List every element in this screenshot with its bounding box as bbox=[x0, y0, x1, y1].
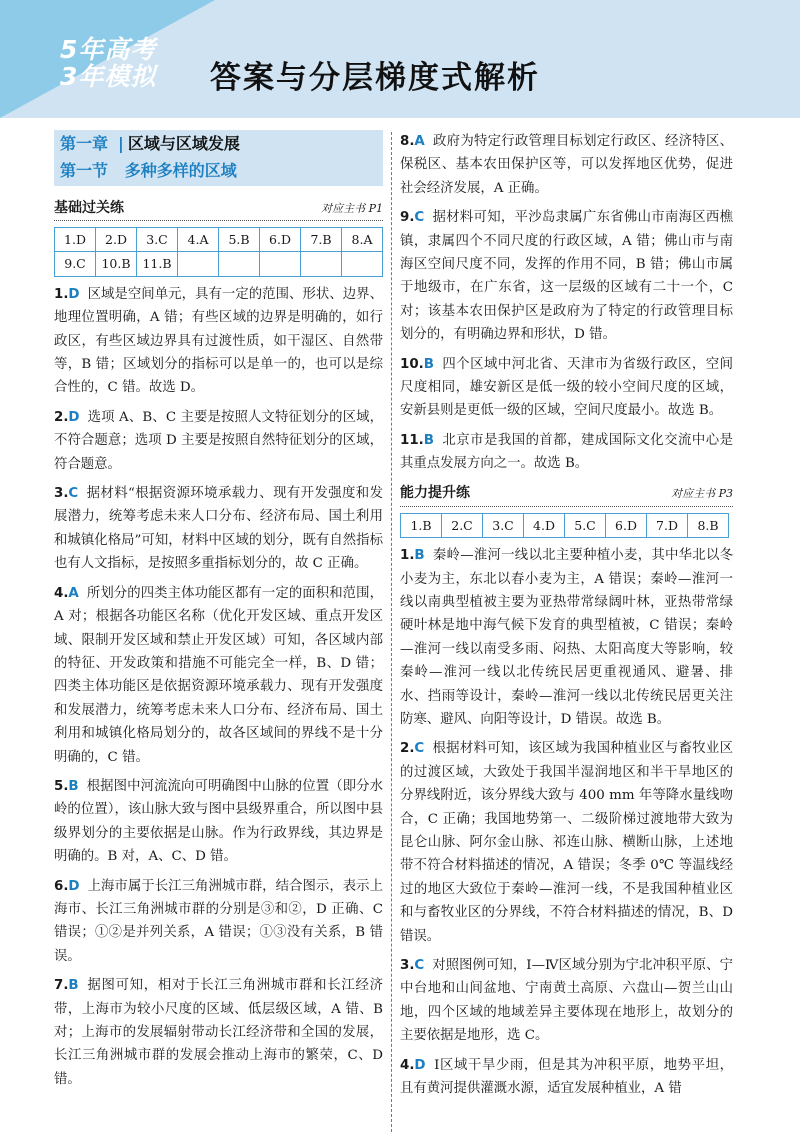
answer-cell: 10.B bbox=[96, 252, 137, 276]
answer-letter: A bbox=[68, 585, 79, 601]
answer-letter: A bbox=[414, 134, 425, 149]
explanation-text: 所划分的四类主体功能区都有一定的面积和范围，A 对；根据各功能区名称（优化开发区域、重点开发区域、限制开发区域和禁止开发区域）可知，各区域内部的特征、开发政策和措施不可能完全一样，B、D 错；四类主体功能区是依据资源环境承载力、现有开发强度和发展潜力，统筹考虑未来人口分布、经济布局、国土利用和城镇化格局划分的，故各区域间的界线不是十分明确的，C 错。 bbox=[54, 585, 383, 765]
answer-cell: 8.A bbox=[342, 228, 383, 252]
basic-answer-list bbox=[54, 283, 383, 1091]
explanation-text: 对照图例可知，Ⅰ—Ⅳ区域分别为宁北冲积平原、宁中台地和山间盆地、宁南黄土高原、六盘山—贺兰山山地，四个区域的地域差异主要体现在地形上，故划分的主要依据是地形，选 C。 bbox=[400, 958, 733, 1044]
answer-letter: D bbox=[68, 409, 80, 425]
logo-line-2: 3年模拟 bbox=[60, 62, 157, 91]
chapter-banner: 第一章 | 区域与区域发展 第一节 多种多样的区域 bbox=[54, 130, 383, 186]
answer-item bbox=[400, 429, 733, 476]
explanation-text: 四个区域中河北省、天津市为省级行政区，空间尺度相同，雄安新区是低一级的较小空间尺度的区域，安新县则是更低一级的区域，空间尺度最小。故选 B。 bbox=[400, 356, 733, 419]
answer-cell bbox=[342, 252, 383, 276]
answer-item bbox=[54, 775, 383, 869]
question-number: 2. bbox=[54, 409, 69, 425]
question-number: 4. bbox=[400, 1057, 415, 1073]
explanation-text: 据图可知，相对于长江三角洲城市群和长江经济带，上海市为较小尺度的区域、低层级区域，A 错、B 对；上海市的发展辐射带动长江经济带和全国的发展，长江三角洲城市群的发展会推动上海市的繁荣，C、D 错。 bbox=[54, 978, 383, 1087]
ability-section-ref: 对应主书 P3 bbox=[671, 487, 733, 501]
explanation-text: 上海市属于长江三角洲城市群，结合图示，表示上海市、长江三角洲城市群的分别是③和②，D 正确、C 错误；①②是并列关系，A 错误；①③没有关系，B 错误。 bbox=[54, 878, 383, 964]
answer-cell: 5.C bbox=[565, 513, 606, 537]
answer-letter: D bbox=[414, 1057, 426, 1073]
answer-cell: 3.C bbox=[483, 513, 524, 537]
page-header bbox=[0, 0, 800, 118]
column-divider bbox=[391, 132, 392, 1132]
answer-cell: 6.D bbox=[260, 228, 301, 252]
answer-letter: C bbox=[414, 958, 425, 973]
explanation-text: 北京市是我国的首都，建成国际文化交流中心是其重点发展方向之一。故选 B。 bbox=[400, 432, 733, 472]
answer-item bbox=[54, 283, 383, 400]
explanation-text: 据材料可知，平沙岛隶属广东省佛山市南海区西樵镇，隶属四个不同尺度的行政区域，A 错；佛山市与南海区空间尺度不同，发挥的作用不同，B 错；佛山市属于地级市，在广东省，这一层级的区域有二十一个，C 对；该基本农田保护区是政府为了特定的行政管理目标划分的，有明确边界和形状，D 错。 bbox=[400, 210, 733, 343]
answer-item bbox=[54, 406, 383, 476]
answer-item bbox=[54, 482, 383, 576]
answer-letter: C bbox=[414, 741, 425, 757]
answer-cell: 6.D bbox=[606, 513, 647, 537]
answer-item bbox=[400, 737, 733, 948]
answer-letter: D bbox=[68, 286, 80, 302]
answer-cell: 1.B bbox=[401, 513, 442, 537]
explanation-text: 根据图中河流流向可明确图中山脉的位置（即分水岭的位置），该山脉大致与图中县级界重合，所以图中县级界划分的主要依据是山脉。作为行政界线，其边界是明确的。B 对，A、C、D 错。 bbox=[54, 778, 383, 865]
brand-logo bbox=[60, 36, 190, 106]
answer-cell: 11.B bbox=[137, 252, 178, 276]
answer-cell: 4.A bbox=[178, 228, 219, 252]
explanation-text: 据材料“根据资源环境承载力、现有开发强度和发展潜力，统筹考虑未来人口分布、经济布局、国土利用和城镇化格局”可知，材料中区域的划分，既有自然指标也有人文指标，是按照多重指标划分的，故 C 正确。 bbox=[54, 486, 383, 572]
answer-item bbox=[400, 544, 733, 731]
answer-letter: B bbox=[68, 978, 79, 994]
answer-item bbox=[400, 130, 733, 200]
answer-cell: 1.D bbox=[55, 228, 96, 252]
answer-cell: 9.C bbox=[55, 252, 96, 276]
answer-cell: 2.C bbox=[442, 513, 483, 537]
answer-letter: C bbox=[68, 486, 79, 502]
answer-item bbox=[400, 1054, 733, 1101]
answer-letter: B bbox=[423, 356, 434, 372]
logo-line-1: 5年高考 bbox=[60, 35, 157, 64]
answer-letter: B bbox=[423, 432, 434, 448]
answer-letter: D bbox=[68, 878, 80, 894]
question-number: 3. bbox=[400, 958, 415, 973]
explanation-text: 秦岭—淮河一线以北主要种植小麦，其中华北以冬小麦为主，东北以春小麦为主，A 错误；秦岭—淮河一线以南典型植被主要为亚热带常绿阔叶林，亚热带常绿硬叶林是地中海气候下发育的典型植被，C 错误；秦岭—淮河一线以南受多雨、闷热、太阳高度大等影响，较秦岭—淮河一线以北传统民居更重视通风、避暑、排水、挡雨等设计，秦岭—淮河一线以北传统民居更关注防寒、避风、向阳等设计，D 错误。故选 B。 bbox=[400, 548, 733, 727]
question-number: 3. bbox=[54, 486, 69, 502]
basic-section-heading bbox=[54, 196, 383, 221]
page-title: 答案与分层梯度式解析 bbox=[210, 60, 540, 96]
explanation-text: 选项 A、B、C 主要是按照人文特征划分的区域，不符合题意；选项 D 主要是按照自然特征划分的区域，符合题意。 bbox=[54, 409, 383, 472]
question-number: 2. bbox=[400, 741, 415, 757]
chapter-name: 区域与区域发展 bbox=[127, 134, 240, 153]
answer-cell bbox=[301, 252, 342, 276]
answer-letter: B bbox=[414, 548, 425, 564]
basic-section-ref: 对应主书 P1 bbox=[321, 201, 383, 215]
chapter-label: 第一章 bbox=[60, 134, 109, 153]
question-number: 10. bbox=[400, 356, 424, 372]
explanation-text: 根据材料可知，该区域为我国种植业区与畜牧业区的过渡区域，大致处于我国半湿润地区和半干旱地区的分界线附近，该分界线大致与 400 mm 年等降水量线吻合，C 正确；我国地势第一、二级阶梯过渡地带大致为昆仑山脉、阿尔金山脉、祁连山脉、横断山脉，上述地带不符合材料描述的情况，A 错误；冬季 0℃ 等温线经过的地区大致位于秦岭—淮河一线，不是我国种植业区和与畜牧业区的分界线，不符合材料描述的情况，B、D 错误。 bbox=[400, 741, 733, 944]
answer-cell: 5.B bbox=[219, 228, 260, 252]
ability-section-heading bbox=[400, 482, 733, 507]
answer-cell: 7.D bbox=[647, 513, 688, 537]
basic-answer-table bbox=[54, 227, 383, 277]
answer-item bbox=[54, 974, 383, 1091]
ability-section-title: 能力提升练 bbox=[400, 485, 470, 502]
answer-item bbox=[54, 875, 383, 969]
question-number: 8. bbox=[400, 134, 415, 149]
basic-section-title: 基础过关练 bbox=[54, 199, 124, 216]
answer-item bbox=[54, 582, 383, 769]
explanation-text: 政府为特定行政管理目标划定行政区、经济特区、保税区、基本农田保护区等，可以发挥地区优势，促进社会经济发展，A 正确。 bbox=[400, 134, 733, 196]
continued-answer-list bbox=[400, 130, 733, 476]
question-number: 4. bbox=[54, 585, 69, 601]
question-number: 1. bbox=[400, 548, 415, 564]
answer-cell: 3.C bbox=[137, 228, 178, 252]
answer-cell: 7.B bbox=[301, 228, 342, 252]
answer-item bbox=[400, 206, 733, 346]
question-number: 6. bbox=[54, 878, 69, 894]
answer-item bbox=[400, 353, 733, 423]
answer-cell: 8.B bbox=[688, 513, 729, 537]
question-number: 5. bbox=[54, 778, 69, 794]
answer-letter: C bbox=[414, 210, 425, 226]
section-label: 第一节 bbox=[60, 161, 109, 180]
answer-letter: B bbox=[68, 778, 79, 794]
question-number: 1. bbox=[54, 286, 69, 302]
answer-cell bbox=[178, 252, 219, 276]
explanation-text: Ⅰ区域干旱少雨，但是其为冲积平原，地势平坦，且有黄河提供灌溉水源，适宜发展种植业，A 错 bbox=[400, 1057, 733, 1097]
section-name: 多种多样的区域 bbox=[124, 161, 237, 180]
left-column bbox=[54, 130, 383, 1097]
answer-cell: 4.D bbox=[524, 513, 565, 537]
answer-cell: 2.D bbox=[96, 228, 137, 252]
right-column bbox=[400, 130, 733, 1106]
answer-cell bbox=[219, 252, 260, 276]
ability-answer-list bbox=[400, 544, 733, 1100]
explanation-text: 区域是空间单元，具有一定的范围、形状、边界、地理位置明确，A 错；有些区域的边界是明确的，如行政区，有些区域边界具有过渡性质，如干湿区、自然带等，B 错；区域划分的指标可以是单一的，也可以是综合性的，C 错。故选 D。 bbox=[54, 286, 383, 396]
question-number: 7. bbox=[54, 978, 69, 994]
question-number: 9. bbox=[400, 210, 415, 226]
answer-item bbox=[400, 954, 733, 1048]
answer-cell bbox=[260, 252, 301, 276]
question-number: 11. bbox=[400, 432, 424, 448]
ability-answer-table bbox=[400, 513, 729, 538]
